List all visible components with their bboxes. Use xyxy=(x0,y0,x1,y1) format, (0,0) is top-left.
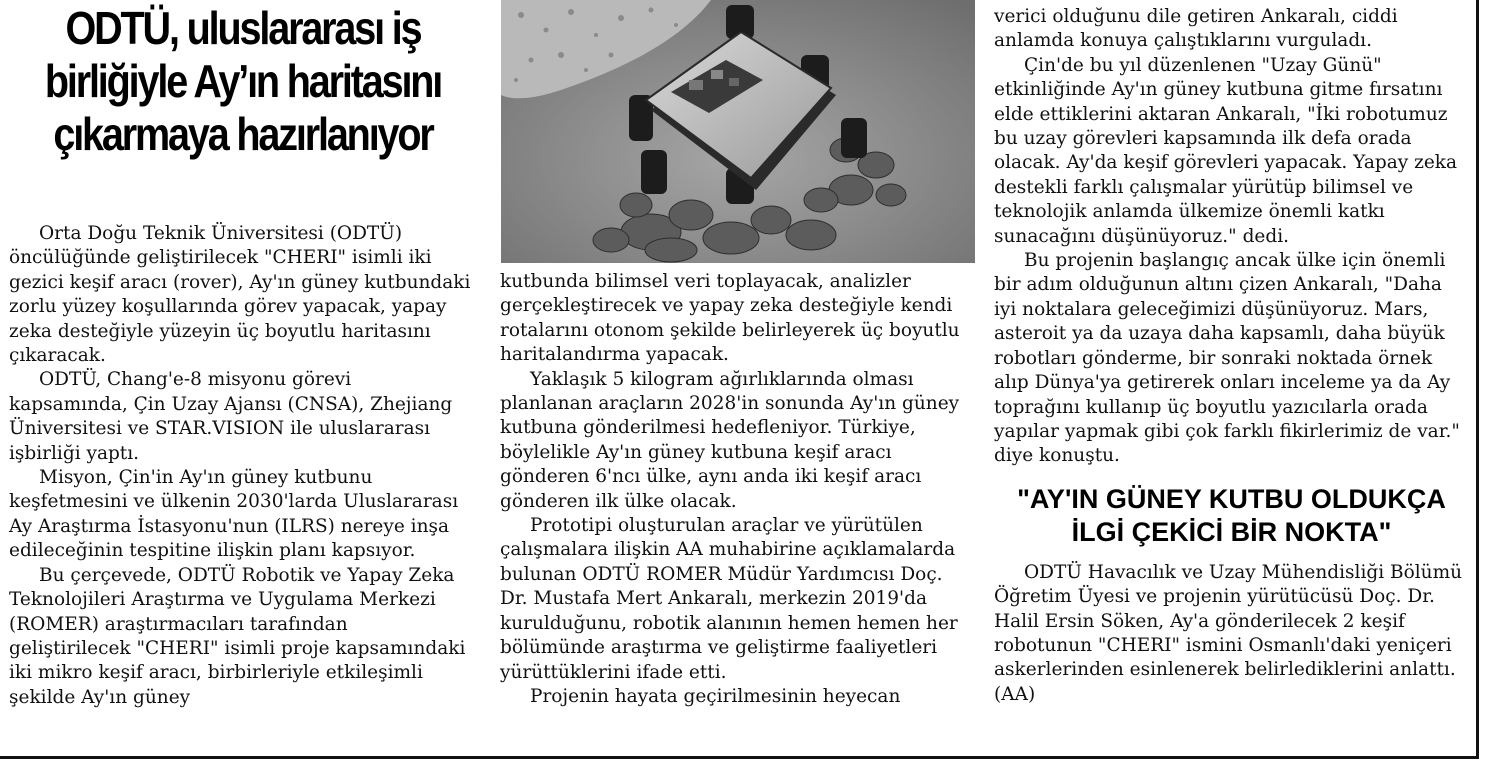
paragraph: ODTÜ, Chang'e-8 misyonu görevi kapsamında, Çin Uzay Ajansı (CNSA), Zhejiang Üniversitesi ve STAR.VISION ile uluslararası işbirliği yaptı. xyxy=(9,369,453,464)
clipping-border-right xyxy=(1476,0,1479,758)
paragraph: Yaklaşık 5 kilogram ağırlıklarında olması planlanan araçların 2028'in sonunda Ay'ın güney kutbuna gönderilmesi hedefleniyor. Türkiye, böylelikle Ay'ın güney kutbuna keşif aracı gönderen 6'ncı ülke, aynı anda iki keşif aracı gönderen ilk ülke olacak. xyxy=(500,368,960,512)
article-column-1 xyxy=(9,222,471,710)
paragraph: kutbunda bilimsel veri toplayacak, analizler gerçekleştirecek ve yapay zeka desteğiyle kendi rotalarını otonom şekilde belirleyerek üç boyutlu haritalandırma yapacak. xyxy=(500,271,960,366)
paragraph: verici olduğunu dile getiren Ankaralı, ciddi anlamda konuya çalıştıklarını vurguladı. xyxy=(994,6,1398,52)
rover-photo-illustration xyxy=(501,0,975,263)
paragraph: Orta Doğu Teknik Üniversitesi (ODTÜ) öncülüğünde geliştirilecek "CHERI" isimli iki gezici keşif aracı (rover), Ay'ın güney kutbundaki zorlu yüzey koşullarında görev yapacak, yapay zeka desteğiyle yüzeyin üç boyutlu haritasını çıkaracak. xyxy=(9,223,471,367)
paragraph: Projenin hayata geçirilmesinin heyecan xyxy=(530,685,901,707)
paragraph: Çin'de bu yıl düzenlenen "Uzay Günü" etkinliğinde Ay'ın güney kutbuna gitme fırsatını elde ettiklerini aktaran Ankaralı, "İki robotumuz bu uzay görevleri kapsamında ilk defa orada olacak. Ay'da keşif görevleri yapacak. Yapay zeka destekli farklı çalışmalar yürütüp bilimsel ve teknolojik anlamda ülkemize önemli katkı sunacağını düşünüyoruz." dedi. xyxy=(994,54,1458,247)
paragraph: ODTÜ Havacılık ve Uzay Mühendisliği Bölümü Öğretim Üyesi ve projenin yürütücüsü Doç. Dr. Halil Ersin Söken, Ay'a gönderilecek 2 keşif robotunun "CHERI" ismini Osmanlı'daki yeniçeri askerlerinden esinlenerek belirlediklerini anlattı. (AA) xyxy=(994,561,1463,705)
paragraph: Misyon, Çin'in Ay'ın güney kutbunu keşfetmesini ve ülkenin 2030'larda Uluslararası Ay Araştırma İstasyonu'nun (ILRS) nereye inşa edileceğinin tespitine ilişkin planı kapsıyor. xyxy=(9,467,459,562)
paragraph: Prototipi oluşturulan araçlar ve yürütülen çalışmalara ilişkin AA muhabirine açıklamalarda bulunan ODTÜ ROMER Müdür Yardımcısı Doç. Dr. Mustafa Mert Ankaralı, merkezin 2019'da kurulduğunu, robotik alanının hemen hemen her bölümünde araştırma ve geliştirme faaliyetleri yürüttüklerini ifade etti. xyxy=(500,515,958,683)
article-column-2 xyxy=(500,270,975,709)
article-headline: ODTÜ, uluslararası iş birliğiyle Ay’ın haritasını çıkarmaya hazırlanıyor xyxy=(44,2,442,160)
article-column-3 xyxy=(994,5,1469,707)
paragraph: Bu projenin başlangıç ancak ülke için önemli bir adım olduğunun altını çizen Ankaralı, "Daha iyi noktalara geleceğimizi düşünüyoruz. Mars, asteroit ya da uzaya daha kapsamlı, daha büyük robotları gönderme, bir sonraki noktada örnek alıp Dünya'ya getirerek onları inceleme ya da Ay toprağını kullanıp üç boyutlu yazıcılarla orada yapılar yapmak gibi çok farklı fikirlerimiz de var." diye konuştu. xyxy=(994,250,1460,467)
paragraph: Bu çerçevede, ODTÜ Robotik ve Yapay Zeka Teknolojileri Araştırma ve Uygulama Merkezi (ROMER) araştırmacıları tarafından geliştirilecek "CHERI" isimli proje kapsamındaki iki mikro keşif aracı, birbirleriyle etkileşimli şekilde Ay'ın güney xyxy=(9,564,466,708)
section-subheading: "AY'IN GÜNEY KUTBU OLDUKÇA İLGİ ÇEKİCİ BİR NOKTA" xyxy=(1017,483,1446,547)
clipping-border-bottom xyxy=(0,756,1479,759)
rover-prototype-photo xyxy=(501,0,975,263)
